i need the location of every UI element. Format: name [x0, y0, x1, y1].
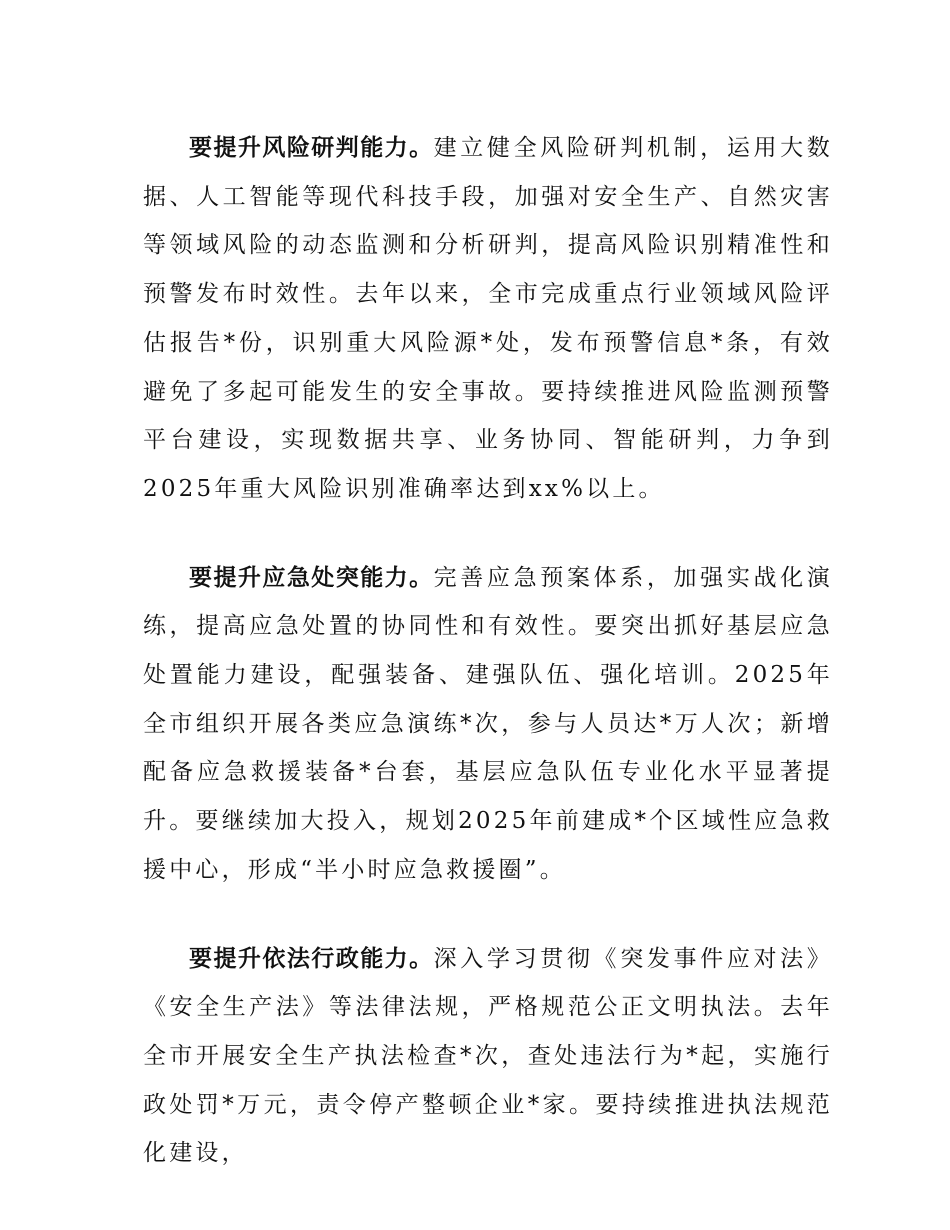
paragraph-risk-assessment [143, 124, 833, 514]
paragraph-text: 深入学习贯彻《突发事件应对法》《安全生产法》等法律法规，严格规范公正文明执法。去年全市开展安全生产执法检查*次，查处违法行为*起，实施行政处罚*万元，责令停产整顿企业*家。要持续推进执法规范化建设， [143, 945, 834, 1167]
document-body [143, 124, 833, 1178]
paragraph-heading: 要提升应急处突能力。 [189, 564, 434, 591]
paragraph-heading: 要提升风险研判能力。 [189, 135, 434, 161]
paragraph-text: 建立健全风险研判机制，运用大数据、人工智能等现代科技手段，加强对安全生产、自然灾害等领域风险的动态监测和分析研判，提高风险识别精准性和预警发布时效性。去年以来，全市完成重点行业领域风险评估报告*份，识别重大风险源*处，发布预警信息*条，有效避免了多起可能发生的安全事故。要持续推进风险监测预警平台建设，实现数据共享、业务协同、智能研判，力争到2025年重大风险识别准确率达到xx%以上。 [143, 135, 834, 502]
paragraph-text: 完善应急预案体系，加强实战化演练，提高应急处置的协同性和有效性。要突出抓好基层应急处置能力建设，配强装备、建强队伍、强化培训。2025年全市组织开展各类应急演练*次，参与人员达*万人次；新增配备应急救援装备*台套，基层应急队伍专业化水平显著提升。要继续加大投入，规划2025年前建成*个区域性应急救援中心，形成“半小时应急救援圈”。 [143, 564, 834, 883]
paragraph-heading: 要提升依法行政能力。 [189, 945, 434, 972]
paragraph-law-enforcement [143, 935, 833, 1179]
paragraph-emergency-response [143, 554, 833, 895]
